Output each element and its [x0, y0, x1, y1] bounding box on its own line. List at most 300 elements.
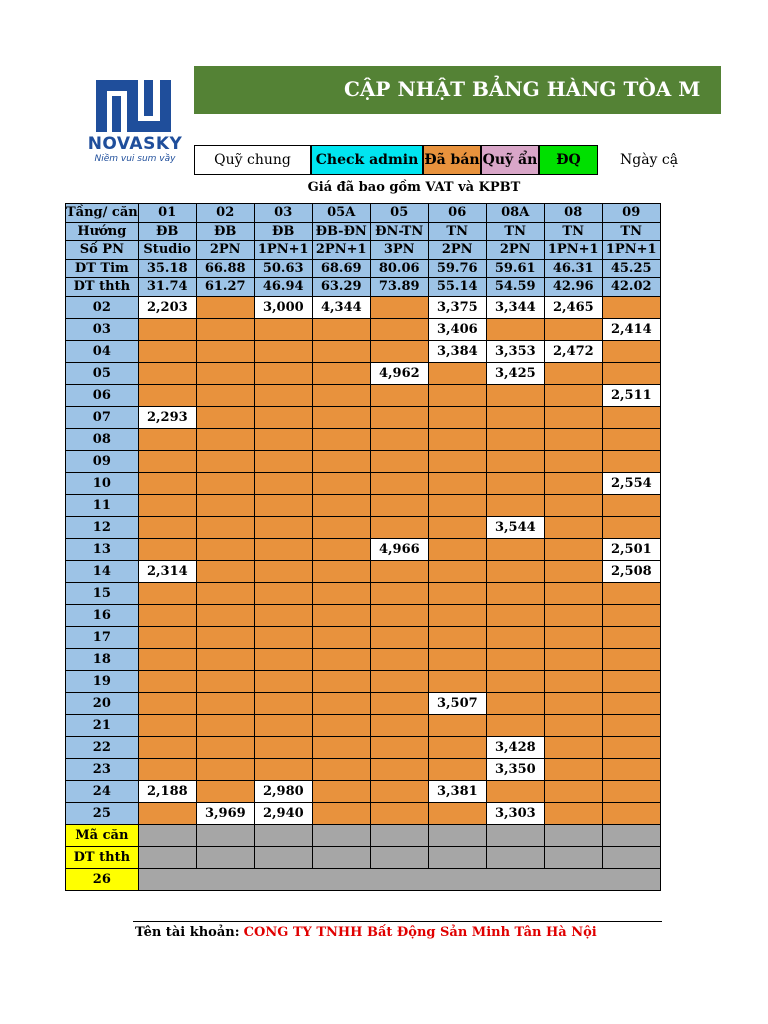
novasky-logo-icon	[94, 76, 174, 136]
unit-cell-sold	[486, 604, 544, 626]
header-cell: 50.63	[254, 259, 312, 278]
floor-row	[66, 714, 661, 736]
header-cell: 09	[602, 204, 660, 223]
floor-row	[66, 692, 661, 714]
unit-cell-sold	[138, 582, 196, 604]
floor-label: 12	[66, 516, 139, 538]
footer-cell	[254, 846, 312, 868]
unit-cell-sold	[544, 472, 602, 494]
unit-cell-sold	[312, 450, 370, 472]
unit-cell-price[interactable]: 3,425	[486, 362, 544, 384]
footer-row-label: 26	[66, 868, 139, 890]
unit-cell-sold	[138, 802, 196, 824]
header-cell: 08A	[486, 204, 544, 223]
unit-cell-sold	[370, 670, 428, 692]
header-cell: 66.88	[196, 259, 254, 278]
header-cell: ĐB	[196, 222, 254, 241]
unit-cell-sold	[254, 670, 312, 692]
unit-cell-sold	[602, 450, 660, 472]
unit-cell-price[interactable]: 2,472	[544, 340, 602, 362]
unit-cell-price[interactable]: 3,381	[428, 780, 486, 802]
unit-cell-sold	[254, 626, 312, 648]
unit-cell-sold	[370, 780, 428, 802]
header-cell: 63.29	[312, 278, 370, 297]
unit-cell-sold	[254, 758, 312, 780]
header-cell: 68.69	[312, 259, 370, 278]
header-cell: 01	[138, 204, 196, 223]
unit-cell-sold	[312, 362, 370, 384]
unit-cell-sold	[196, 582, 254, 604]
unit-cell-sold	[428, 714, 486, 736]
unit-cell-price[interactable]: 2,980	[254, 780, 312, 802]
unit-cell-sold	[196, 692, 254, 714]
unit-cell-sold	[312, 384, 370, 406]
header-row	[66, 204, 661, 223]
footer-cell	[486, 846, 544, 868]
unit-cell-sold	[544, 362, 602, 384]
footer-cell	[370, 824, 428, 846]
unit-cell-sold	[544, 516, 602, 538]
unit-cell-price[interactable]: 2,511	[602, 384, 660, 406]
unit-cell-sold	[486, 560, 544, 582]
unit-cell-sold	[254, 384, 312, 406]
unit-cell-sold	[312, 626, 370, 648]
footer-cell	[486, 824, 544, 846]
header-cell: 46.31	[544, 259, 602, 278]
floor-label: 04	[66, 340, 139, 362]
floor-row	[66, 384, 661, 406]
footer-cell	[602, 846, 660, 868]
unit-cell-sold	[196, 780, 254, 802]
unit-cell-sold	[602, 626, 660, 648]
footer-row	[66, 868, 661, 890]
unit-cell-sold	[486, 538, 544, 560]
unit-cell-price[interactable]: 3,507	[428, 692, 486, 714]
floor-label: 09	[66, 450, 139, 472]
unit-cell-price[interactable]: 3,350	[486, 758, 544, 780]
unit-cell-sold	[370, 758, 428, 780]
floor-label: 08	[66, 428, 139, 450]
unit-cell-sold	[544, 736, 602, 758]
footer-cell	[138, 824, 196, 846]
header-cell: 54.59	[486, 278, 544, 297]
unit-cell-sold	[486, 428, 544, 450]
unit-cell-sold	[544, 758, 602, 780]
header-row-label: DT thth	[66, 278, 139, 297]
footer-cell	[370, 846, 428, 868]
unit-cell-sold	[196, 648, 254, 670]
floor-row	[66, 626, 661, 648]
unit-cell-sold	[138, 450, 196, 472]
unit-cell-sold	[428, 406, 486, 428]
header-row-label: DT Tim	[66, 259, 139, 278]
unit-cell-sold	[486, 472, 544, 494]
floor-row	[66, 670, 661, 692]
legend-dq: ĐQ	[539, 145, 598, 175]
header-cell: 2PN	[196, 241, 254, 260]
unit-cell-sold	[196, 626, 254, 648]
unit-cell-sold	[428, 626, 486, 648]
unit-cell-sold	[486, 406, 544, 428]
footer-merged-cell	[138, 868, 660, 890]
footer-row	[66, 824, 661, 846]
unit-cell-sold	[254, 516, 312, 538]
unit-cell-sold	[196, 538, 254, 560]
footer-cell	[312, 846, 370, 868]
unit-cell-sold	[254, 428, 312, 450]
footer-cell	[428, 846, 486, 868]
header-cell: 03	[254, 204, 312, 223]
floor-label: 17	[66, 626, 139, 648]
unit-cell-sold	[486, 780, 544, 802]
footer-cell	[254, 824, 312, 846]
unit-cell-sold	[370, 318, 428, 340]
unit-cell-sold	[370, 582, 428, 604]
unit-cell-price[interactable]: 2,314	[138, 560, 196, 582]
header-cell: 45.25	[602, 259, 660, 278]
unit-cell-sold	[312, 516, 370, 538]
unit-cell-sold	[428, 362, 486, 384]
legend-da-ban: Đã bán	[423, 145, 481, 175]
footer-cell	[428, 824, 486, 846]
floor-label: 03	[66, 318, 139, 340]
unit-cell-sold	[486, 494, 544, 516]
unit-cell-sold	[254, 340, 312, 362]
unit-cell-sold	[254, 494, 312, 516]
header-cell: TN	[428, 222, 486, 241]
unit-cell-price[interactable]: 3,303	[486, 802, 544, 824]
unit-cell-sold	[138, 362, 196, 384]
account-footer	[135, 925, 597, 940]
header-cell: 2PN+1	[312, 241, 370, 260]
unit-cell-price[interactable]: 2,465	[544, 296, 602, 318]
unit-cell-sold	[370, 604, 428, 626]
floor-row	[66, 560, 661, 582]
header-cell: 08	[544, 204, 602, 223]
header-cell: 55.14	[428, 278, 486, 297]
unit-cell-sold	[138, 714, 196, 736]
unit-cell-sold	[544, 692, 602, 714]
floor-label: 22	[66, 736, 139, 758]
unit-cell-sold	[254, 736, 312, 758]
unit-cell-sold	[138, 648, 196, 670]
unit-cell-sold	[428, 494, 486, 516]
floor-label: 10	[66, 472, 139, 494]
header-cell: 59.61	[486, 259, 544, 278]
unit-cell-sold	[254, 406, 312, 428]
floor-label: 16	[66, 604, 139, 626]
unit-cell-price[interactable]: 2,414	[602, 318, 660, 340]
unit-cell-sold	[486, 670, 544, 692]
unit-cell-sold	[370, 406, 428, 428]
unit-cell-sold	[312, 802, 370, 824]
floor-row	[66, 340, 661, 362]
unit-cell-price[interactable]: 4,962	[370, 362, 428, 384]
header-row-label: Hướng	[66, 222, 139, 241]
unit-cell-sold	[428, 802, 486, 824]
unit-cell-sold	[544, 494, 602, 516]
footer-cell	[544, 846, 602, 868]
unit-cell-sold	[196, 714, 254, 736]
floor-label: 19	[66, 670, 139, 692]
unit-cell-sold	[138, 340, 196, 362]
unit-cell-sold	[312, 604, 370, 626]
header-row	[66, 222, 661, 241]
unit-cell-sold	[486, 318, 544, 340]
unit-cell-sold	[312, 560, 370, 582]
unit-cell-sold	[254, 362, 312, 384]
unit-cell-price[interactable]: 3,406	[428, 318, 486, 340]
floor-row	[66, 406, 661, 428]
header-cell: TN	[602, 222, 660, 241]
unit-cell-sold	[196, 516, 254, 538]
header-cell: 05	[370, 204, 428, 223]
unit-cell-sold	[370, 560, 428, 582]
header-cell: 2PN	[486, 241, 544, 260]
floor-label: 02	[66, 296, 139, 318]
header-cell: 61.27	[196, 278, 254, 297]
unit-cell-sold	[254, 648, 312, 670]
header-cell: ĐN-TN	[370, 222, 428, 241]
unit-cell-sold	[138, 472, 196, 494]
footer-row-label: DT thth	[66, 846, 139, 868]
header-cell: ĐB-ĐN	[312, 222, 370, 241]
unit-cell-sold	[312, 494, 370, 516]
unit-cell-sold	[370, 802, 428, 824]
unit-cell-sold	[602, 516, 660, 538]
header-cell: 1PN+1	[254, 241, 312, 260]
unit-cell-sold	[602, 692, 660, 714]
unit-cell-sold	[196, 384, 254, 406]
floor-label: 18	[66, 648, 139, 670]
floor-row	[66, 318, 661, 340]
floor-label: 20	[66, 692, 139, 714]
unit-cell-sold	[138, 494, 196, 516]
unit-cell-sold	[544, 560, 602, 582]
unit-cell-sold	[312, 780, 370, 802]
header-cell: 02	[196, 204, 254, 223]
unit-cell-sold	[544, 582, 602, 604]
unit-cell-sold	[196, 670, 254, 692]
unit-cell-price[interactable]: 3,544	[486, 516, 544, 538]
header-cell: Studio	[138, 241, 196, 260]
floor-label: 11	[66, 494, 139, 516]
unit-cell-sold	[138, 384, 196, 406]
floor-label: 23	[66, 758, 139, 780]
unit-cell-sold	[254, 318, 312, 340]
unit-cell-sold	[544, 604, 602, 626]
unit-cell-sold	[602, 406, 660, 428]
unit-cell-sold	[486, 450, 544, 472]
floor-row	[66, 494, 661, 516]
footer-row	[66, 846, 661, 868]
header-cell: 3PN	[370, 241, 428, 260]
footer-divider	[133, 921, 662, 922]
header-row-label: Tầng/ căn	[66, 205, 138, 221]
unit-cell-sold	[138, 626, 196, 648]
unit-cell-sold	[602, 780, 660, 802]
legend-update-date: Ngày cậ	[620, 152, 679, 168]
unit-cell-sold	[602, 340, 660, 362]
floor-label: 21	[66, 714, 139, 736]
unit-cell-sold	[254, 714, 312, 736]
floor-label: 06	[66, 384, 139, 406]
floor-row	[66, 296, 661, 318]
logo-name: NOVASKY	[87, 134, 183, 154]
unit-cell-price[interactable]: 3,000	[254, 296, 312, 318]
unit-cell-sold	[486, 648, 544, 670]
unit-cell-sold	[370, 736, 428, 758]
unit-cell-price[interactable]: 3,344	[486, 296, 544, 318]
unit-cell-price[interactable]: 4,344	[312, 296, 370, 318]
unit-cell-sold	[312, 406, 370, 428]
unit-cell-sold	[138, 604, 196, 626]
unit-cell-price[interactable]: 2,188	[138, 780, 196, 802]
unit-cell-sold	[428, 648, 486, 670]
unit-cell-sold	[312, 318, 370, 340]
unit-cell-sold	[428, 670, 486, 692]
floor-row	[66, 472, 661, 494]
unit-cell-sold	[138, 516, 196, 538]
unit-cell-sold	[370, 516, 428, 538]
unit-cell-sold	[602, 362, 660, 384]
unit-cell-sold	[196, 604, 254, 626]
unit-cell-sold	[544, 428, 602, 450]
footer-cell	[602, 824, 660, 846]
footer-cell	[196, 846, 254, 868]
unit-cell-price[interactable]: 2,501	[602, 538, 660, 560]
unit-cell-sold	[138, 736, 196, 758]
header-cell: 42.02	[602, 278, 660, 297]
floor-label: 05	[66, 362, 139, 384]
unit-cell-sold	[370, 626, 428, 648]
unit-cell-sold	[602, 802, 660, 824]
unit-cell-sold	[544, 538, 602, 560]
unit-cell-price[interactable]: 3,969	[196, 802, 254, 824]
header-cell: 46.94	[254, 278, 312, 297]
account-label: Tên tài khoản:	[135, 925, 240, 940]
unit-cell-sold	[196, 736, 254, 758]
unit-cell-sold	[370, 494, 428, 516]
unit-cell-sold	[428, 450, 486, 472]
unit-cell-sold	[312, 758, 370, 780]
floor-row	[66, 450, 661, 472]
unit-cell-sold	[312, 472, 370, 494]
unit-cell-sold	[544, 670, 602, 692]
header-cell: 35.18	[138, 259, 196, 278]
unit-cell-sold	[486, 626, 544, 648]
unit-cell-sold	[544, 450, 602, 472]
header-cell: 42.96	[544, 278, 602, 297]
header-cell: 73.89	[370, 278, 428, 297]
floor-label: 15	[66, 582, 139, 604]
unit-cell-price[interactable]: 3,353	[486, 340, 544, 362]
unit-cell-sold	[370, 692, 428, 714]
unit-cell-price[interactable]: 2,940	[254, 802, 312, 824]
novasky-logo	[80, 72, 190, 172]
header-row	[66, 259, 661, 278]
floor-row	[66, 516, 661, 538]
unit-cell-price[interactable]: 4,966	[370, 538, 428, 560]
unit-cell-sold	[312, 538, 370, 560]
footer-row-label: Mã căn	[66, 824, 139, 846]
floor-label: 13	[66, 538, 139, 560]
unit-cell-sold	[602, 582, 660, 604]
header-cell: TN	[486, 222, 544, 241]
apartment-grid	[65, 203, 662, 903]
unit-cell-sold	[602, 428, 660, 450]
header-cell: 05A	[312, 204, 370, 223]
header-cell: ĐB	[138, 222, 196, 241]
unit-cell-price[interactable]: 3,375	[428, 296, 486, 318]
unit-cell-sold	[138, 428, 196, 450]
unit-cell-sold	[428, 604, 486, 626]
floor-label: 07	[66, 406, 139, 428]
unit-cell-price[interactable]: 2,203	[138, 296, 196, 318]
price-note: Giá đã bao gồm VAT và KPBT	[307, 180, 521, 195]
unit-cell-price[interactable]: 2,554	[602, 472, 660, 494]
unit-cell-sold	[486, 692, 544, 714]
header-cell: 1PN+1	[544, 241, 602, 260]
floor-row	[66, 428, 661, 450]
unit-cell-sold	[312, 428, 370, 450]
unit-cell-sold	[196, 560, 254, 582]
unit-cell-sold	[602, 296, 660, 318]
footer-cell	[196, 824, 254, 846]
unit-cell-sold	[544, 406, 602, 428]
unit-cell-price[interactable]: 3,428	[486, 736, 544, 758]
status-legend	[194, 145, 679, 177]
footer-cell	[312, 824, 370, 846]
header-cell: 31.74	[138, 278, 196, 297]
unit-cell-sold	[138, 758, 196, 780]
unit-cell-sold	[370, 296, 428, 318]
unit-cell-sold	[312, 736, 370, 758]
unit-cell-sold	[138, 692, 196, 714]
unit-cell-sold	[312, 670, 370, 692]
legend-quy-an: Quỹ ẩn	[481, 145, 539, 175]
header-row	[66, 241, 661, 260]
unit-cell-price[interactable]: 3,384	[428, 340, 486, 362]
unit-cell-sold	[602, 670, 660, 692]
unit-cell-sold	[196, 758, 254, 780]
unit-cell-sold	[370, 428, 428, 450]
floor-row	[66, 362, 661, 384]
unit-cell-price[interactable]: 2,293	[138, 406, 196, 428]
unit-cell-sold	[196, 406, 254, 428]
unit-cell-sold	[370, 472, 428, 494]
unit-cell-price[interactable]: 2,508	[602, 560, 660, 582]
unit-cell-sold	[428, 736, 486, 758]
floor-row	[66, 802, 661, 824]
unit-cell-sold	[602, 714, 660, 736]
unit-cell-sold	[196, 296, 254, 318]
unit-cell-sold	[312, 692, 370, 714]
unit-cell-sold	[486, 582, 544, 604]
unit-cell-sold	[544, 626, 602, 648]
unit-cell-sold	[428, 384, 486, 406]
unit-cell-sold	[428, 560, 486, 582]
unit-cell-sold	[138, 318, 196, 340]
unit-cell-sold	[544, 648, 602, 670]
unit-cell-sold	[254, 538, 312, 560]
header-row	[66, 278, 661, 297]
header-row-label: Số PN	[66, 241, 139, 260]
unit-cell-sold	[196, 450, 254, 472]
unit-cell-sold	[602, 604, 660, 626]
header-cell: ĐB	[254, 222, 312, 241]
legend-quy-chung: Quỹ chung	[194, 145, 311, 175]
